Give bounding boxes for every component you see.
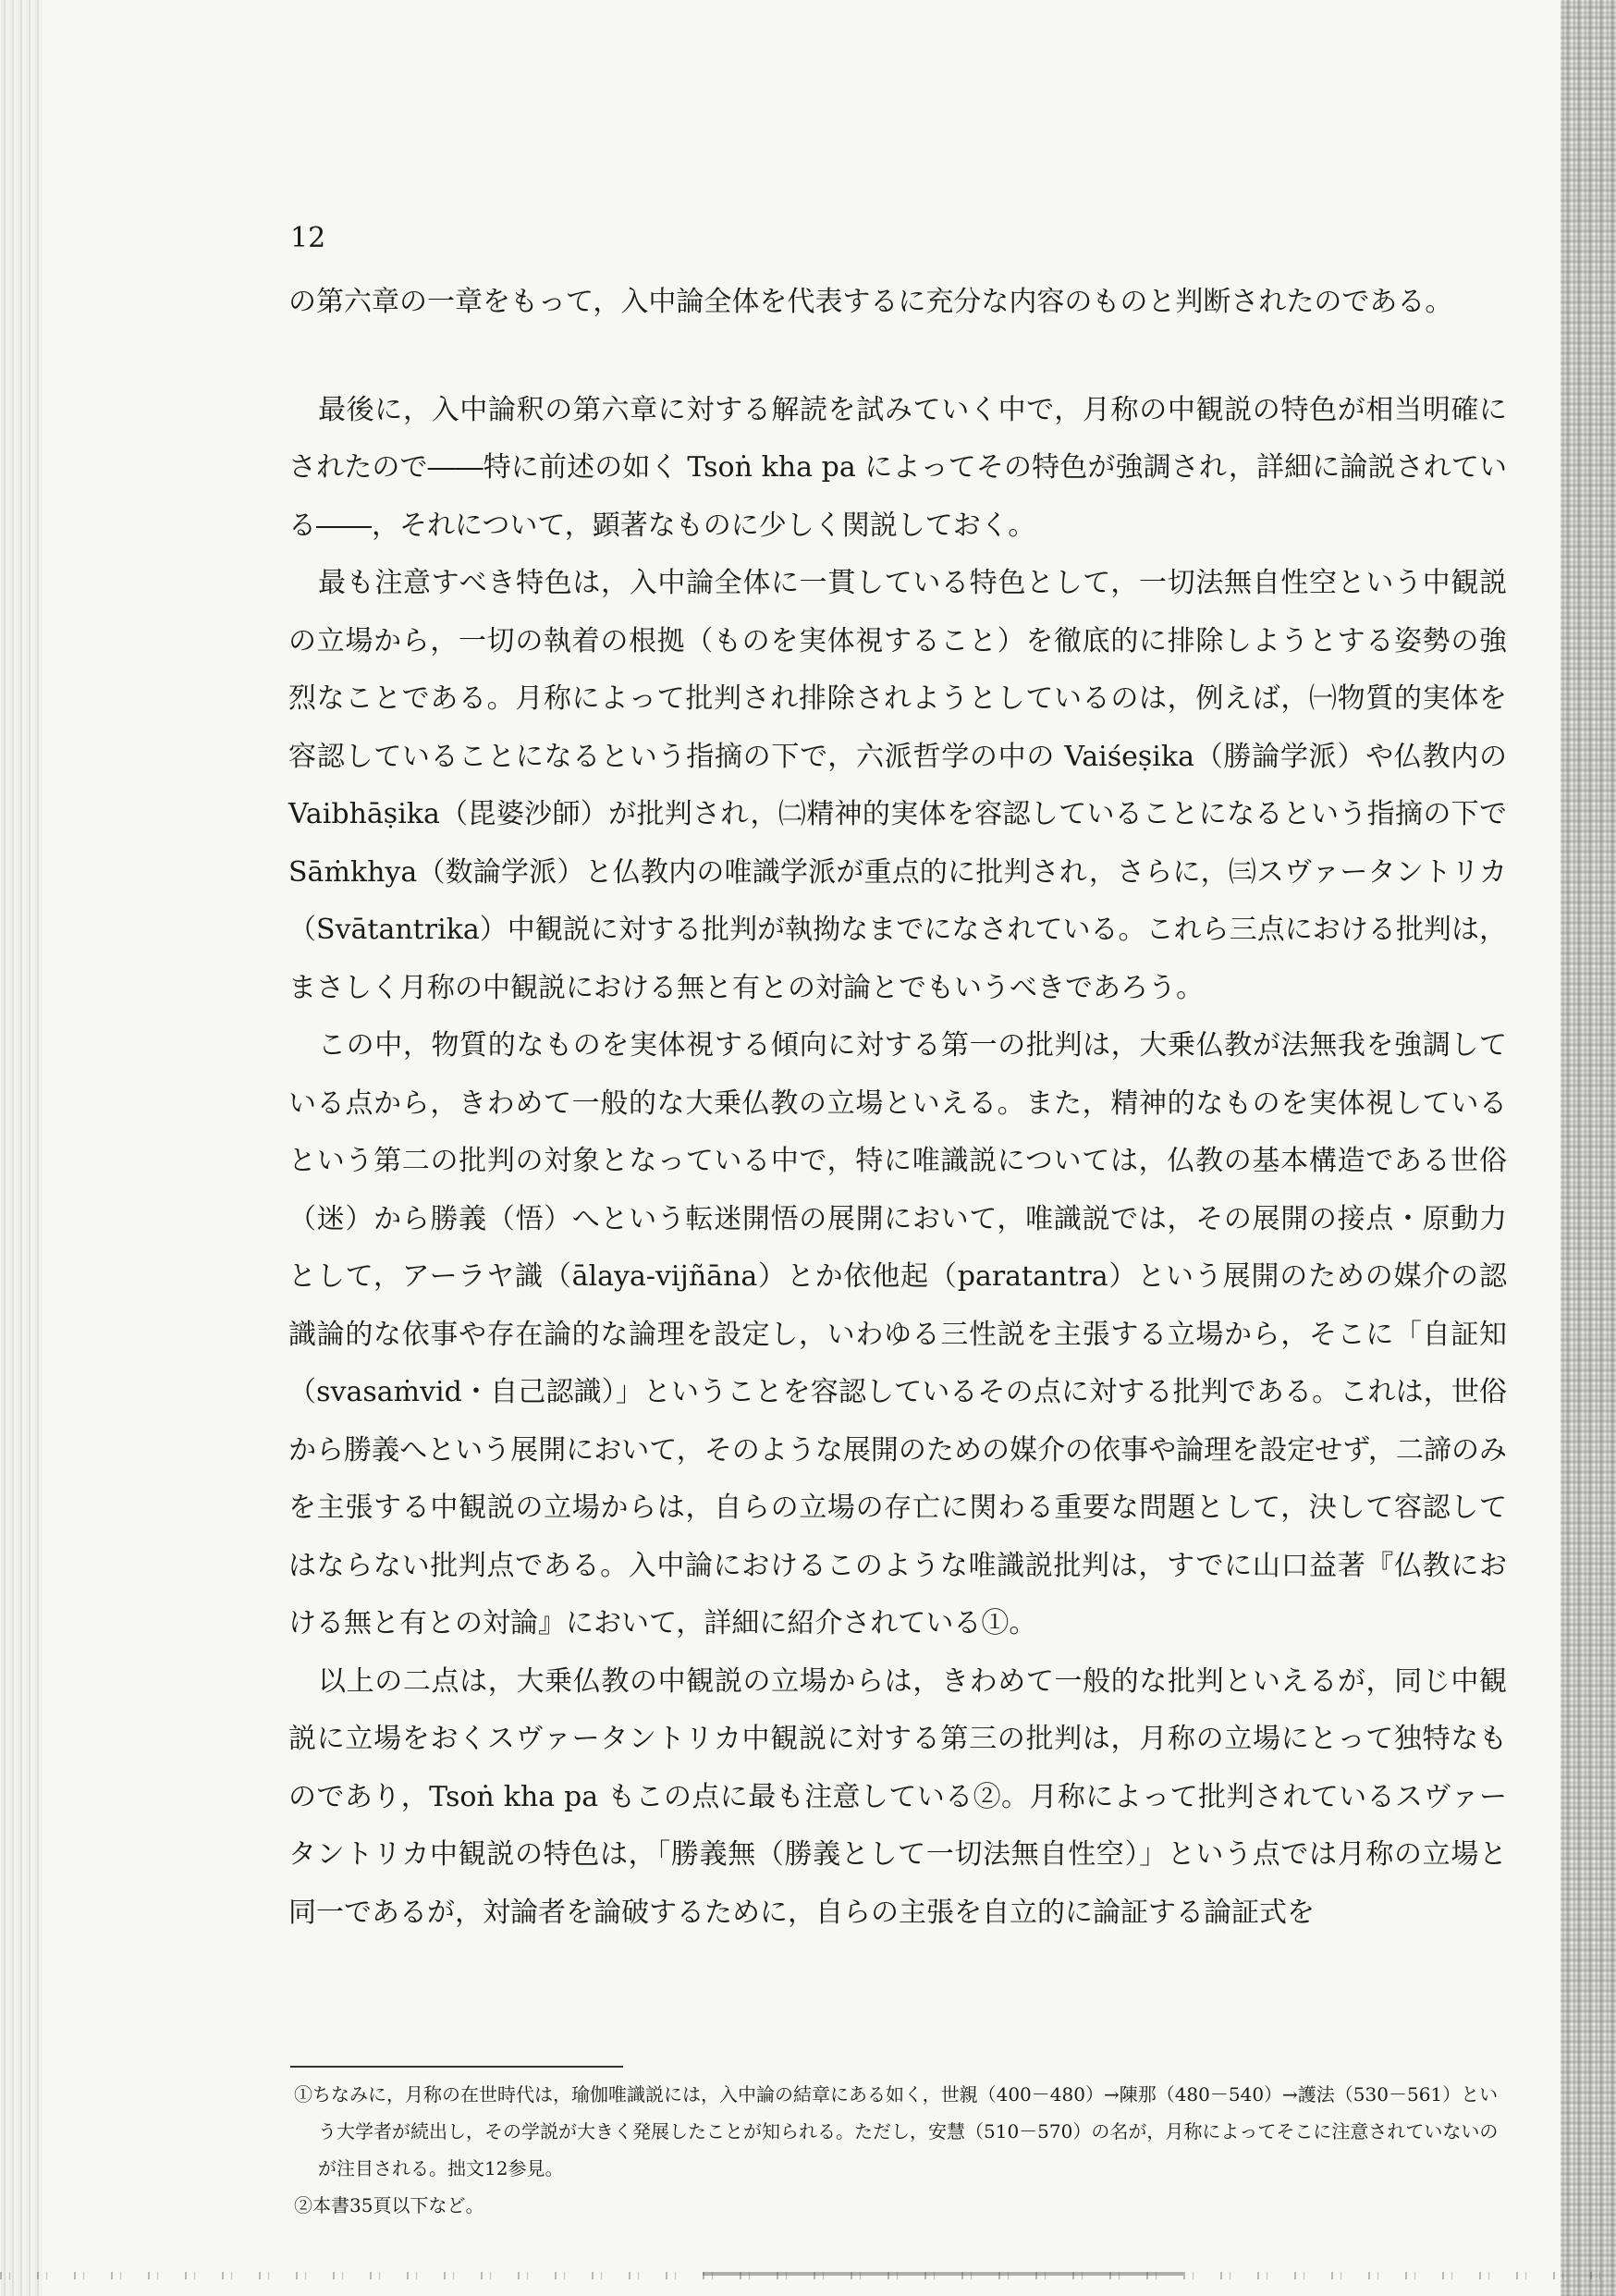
paragraph-3: 最も注意すべき特色は，入中論全体に一貫している特色として，一切法無自性空という中観説の立場から，一切の執着の根拠（ものを実体視すること）を徹底的に排除しようとする姿勢の強烈なことである。月称によって批判され排除されようとしているのは，例えば，㈠物質的実体を容認していることになるという指摘の下で，六派哲学の中の Vaiśeṣika（勝論学派）や仏教内の Vaibhāṣika（毘婆沙師）が批判され，㈡精神的実体を容認していることになるという指摘の下で Sāṁkhya（数論学派）と仏教内の唯識学派が重点的に批判され，さらに，㈢スヴァータントリカ（Svātantrika）中観説に対する批判が執拗なまでになされている。これら三点における批判は，まさしく月称の中観説における無と有との対論とでもいうべきであろう。 bbox=[288, 567, 1507, 1004]
footnote-2: ②本書35頁以下など。 bbox=[294, 2194, 484, 2216]
page-number: 12 bbox=[290, 222, 326, 254]
paragraph-4: この中，物質的なものを実体視する傾向に対する第一の批判は，大乗仏教が法無我を強調している点から，きわめて一般的な大乗仏教の立場といえる。また，精神的なものを実体視しているという第二の批判の対象となっている中で，特に唯識説については，仏教の基本構造である世俗（迷）から勝義（悟）へという転迷開悟の展開において，唯識説では，その展開の接点・原動力として，アーラヤ識（ālaya-vijñāna）とか依他起（paratantra）という展開のための媒介の認識論的な依事や存在論的な論理を設定し，いわゆる三性説を主張する立場から，そこに「自証知（svasaṁvid・自己認識）」ということを容認しているその点に対する批判である。これは，世俗から勝義へという展開において，そのような展開のための媒介の依事や論理を設定せず，二諦のみを主張する中観説の立場からは，自らの立場の存亡に関わる重要な問題として，決して容認してはならない批判点である。入中論におけるこのような唯識説批判は，すでに山口益著『仏教における無と有との対論』において，詳細に紹介されている①。 bbox=[288, 1029, 1507, 1639]
paragraph-5: 以上の二点は，大乗仏教の中観説の立場からは，きわめて一般的な批判といえるが，同じ中観説に立場をおくスヴァータントリカ中観説に対する第三の批判は，月称の立場にとって独特なものであり，Tsoṅ kha pa もこの点に最も注意している②。月称によって批判されているスヴァータントリカ中観説の特色は，「勝義無（勝義として一切法無自性空）」という点では月称の立場と同一であるが，対論者を論破するために，自らの主張を自立的に論証する論証式を bbox=[288, 1664, 1507, 1929]
scan-edge-bottom-bar bbox=[703, 2272, 1183, 2276]
scan-edge-right bbox=[1561, 0, 1616, 2296]
scan-edge-left bbox=[0, 0, 43, 2296]
footnote-1: ①ちなみに，月称の在世時代は，瑜伽唯識説には，入中論の結章にある如く，世親（400－480）→陳那（480－540）→護法（530－561）という大学者が続出し，その学説が大きく発展したことが知られる。ただし，安慧（510－570）の名が，月称によってそこに注意されていないのが注目される。拙文12参見。 bbox=[294, 2083, 1499, 2179]
paragraph-gap bbox=[288, 332, 1507, 382]
footnotes bbox=[294, 2076, 1505, 2224]
body-text bbox=[288, 274, 1507, 1942]
paragraph-1: の第六章の一章をもって，入中論全体を代表するに充分な内容のものと判断されたのである。 bbox=[288, 286, 1453, 318]
paragraph-2: 最後に，入中論釈の第六章に対する解読を試みていく中で，月称の中観説の特色が相当明確にされたので――特に前述の如く Tsoṅ kha pa によってその特色が強調され，詳細に論説されている――，それについて，顕著なものに少しく関説しておく。 bbox=[288, 393, 1507, 542]
footnote-divider bbox=[290, 2066, 623, 2068]
